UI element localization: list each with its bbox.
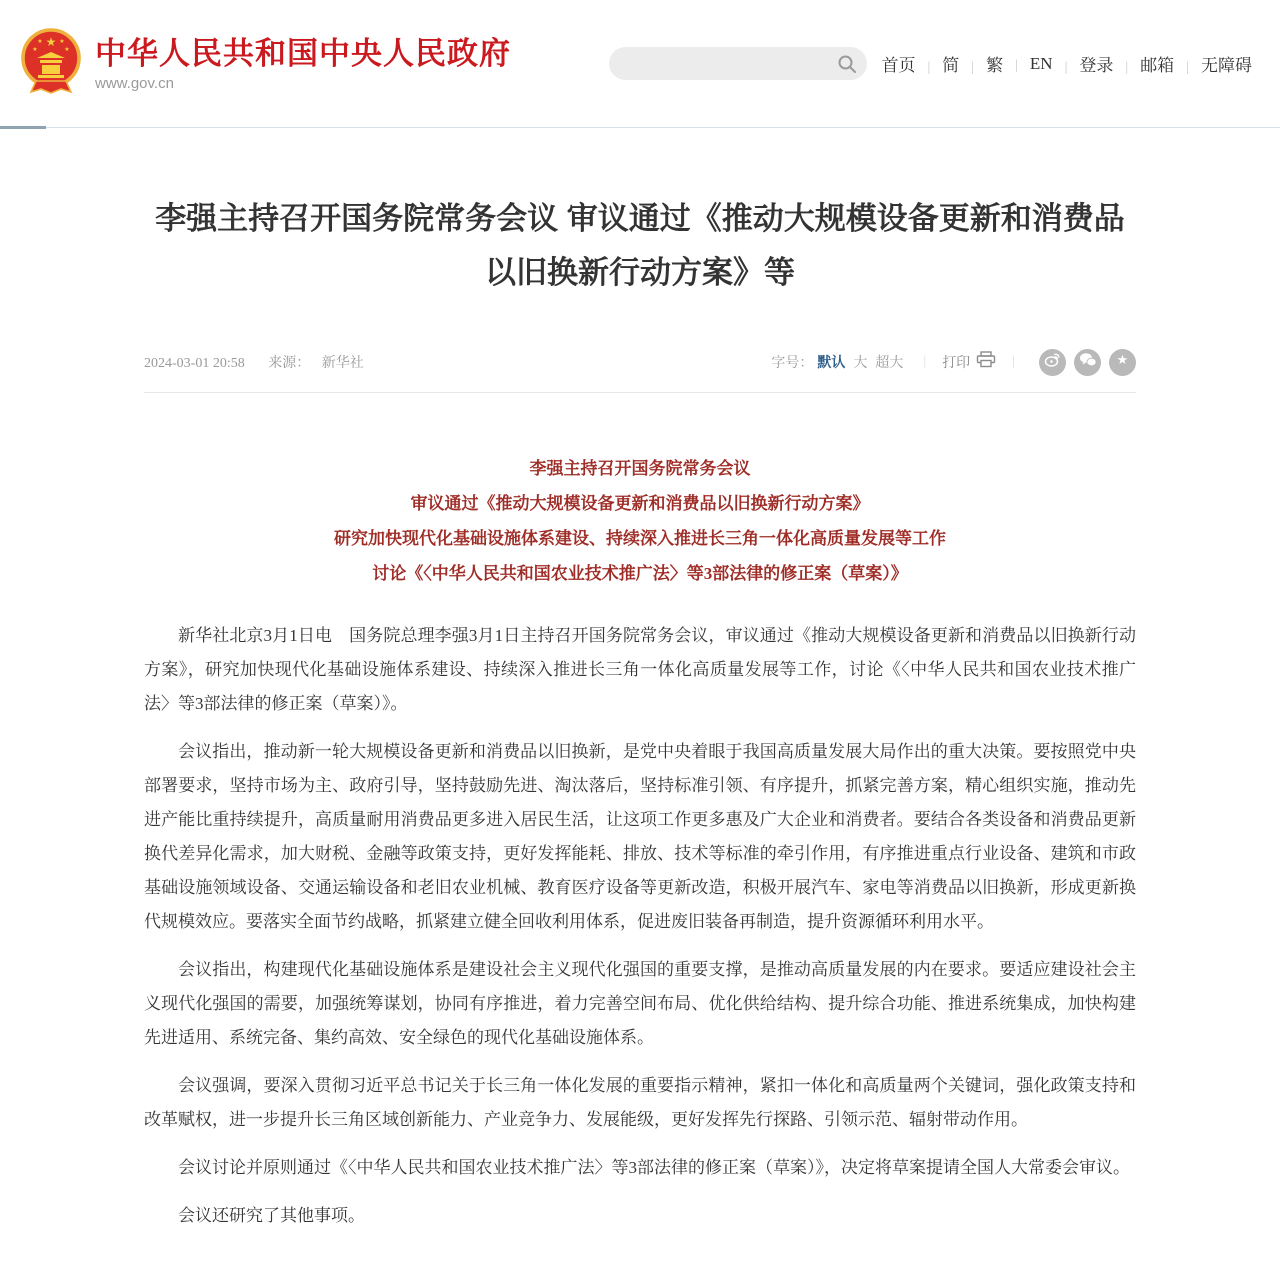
favorite-star-button[interactable] (1109, 349, 1136, 376)
svg-text:★: ★ (64, 47, 70, 53)
site-logo[interactable] (20, 27, 511, 100)
print-label: 打印 (942, 356, 971, 371)
national-emblem-icon (20, 27, 82, 100)
article-main (144, 192, 1136, 1287)
font-size-large[interactable]: 大 (853, 356, 868, 371)
meta-left (144, 352, 372, 372)
search-box[interactable] (609, 47, 867, 80)
svg-text:★: ★ (1116, 353, 1129, 368)
weibo-icon (1044, 351, 1061, 373)
subtitle-line: 李强主持召开国务院常务会议 (529, 458, 751, 478)
wechat-icon (1079, 352, 1097, 373)
paragraph: 会议指出，推动新一轮大规模设备更新和消费品以旧换新，是党中央着眼于我国高质量发展大局作出的重大决策。要按照党中央部署要求，坚持市场为主、政府引导，坚持鼓励先进、淘汰落后，坚持标准引领、有序提升，抓紧完善方案，精心组织实施，推动先进产能比重持续提升，高质量耐用消费品更多进入居民生活，让这项工作更多惠及广大企业和消费者。要结合各类设备和消费品更新换代差异化需求，加大财税、金融等政策支持，更好发挥能耗、排放、技术等标准的牵引作用，有序推进重点行业设备、建筑和市政基础设施领域设备、交通运输设备和老旧农业机械、教育医疗设备等更新改造，积极开展汽车、家电等消费品以旧换新，形成更新换代规模效应。要落实全面节约战略，抓紧建立健全回收利用体系，促进废旧装备再制造，提升资源循环利用水平。 (144, 741, 1136, 931)
subtitle-line: 审议通过《推动大规模设备更新和消费品以旧换新行动方案》 (410, 493, 870, 513)
svg-text:★: ★ (59, 39, 65, 45)
divider (907, 354, 942, 370)
paragraph: 会议讨论并原则通过《〈中华人民共和国农业技术推广法〉等3部法律的修正案（草案）》，决定将草案提请全国人大常委会审议。 (178, 1157, 1130, 1177)
source-value[interactable]: 新华社 (321, 356, 364, 371)
meta-right (771, 349, 1136, 376)
article-red-subtitles (144, 451, 1136, 591)
nav-accessibility[interactable]: | 无障碍 (1174, 51, 1252, 76)
search-input[interactable] (625, 55, 837, 73)
font-size-label: 字号： (771, 356, 814, 371)
search-icon[interactable] (837, 54, 857, 74)
print-button[interactable] (942, 351, 996, 373)
svg-text:★: ★ (32, 47, 38, 53)
article-body (144, 619, 1136, 1287)
subtitle-line: 研究加快现代化基础设施体系建设、持续深入推进长三角一体化高质量发展等工作 (334, 528, 946, 548)
nav-home[interactable]: 首页 (881, 56, 916, 75)
paragraph: 会议强调，要深入贯彻习近平总书记关于长三角一体化发展的重要指示精神，紧扣一体化和高质量两个关键词，强化政策支持和改革赋权，进一步提升长三角区域创新能力、产业竞争力、发展能级，更好发挥先行探路、引领示范、辐射带动作用。 (144, 1075, 1136, 1129)
nav-mailbox[interactable]: | 邮箱 (1113, 51, 1174, 76)
nav-login[interactable]: | 登录 (1053, 51, 1114, 76)
paragraph: 会议还研究了其他事项。 (178, 1205, 365, 1225)
site-url: www.gov.cn (95, 75, 174, 93)
svg-text:★: ★ (45, 35, 57, 49)
subtitle-line: 讨论《〈中华人民共和国农业技术推广法〉等3部法律的修正案（草案）》 (372, 563, 908, 583)
nav-english[interactable]: | EN (1003, 54, 1052, 74)
source-label: 来源： (268, 356, 311, 371)
font-size-xlarge[interactable]: 超大 (875, 356, 904, 371)
divider (996, 354, 1031, 370)
paragraph: 会议指出，构建现代化基础设施体系是建设社会主义现代化强国的重要支撑，是推动高质量发展的内在要求。要适应建设社会主义现代化强国的需要，加强统筹谋划，协同有序推进，着力完善空间布局、优化供给结构、提升综合功能、推进系统集成，加快构建先进适用、系统完备、集约高效、安全绿色的现代化基础设施体系。 (144, 959, 1136, 1047)
publish-date: 2024-03-01 20:58 (144, 356, 245, 371)
share-weibo-button[interactable] (1039, 349, 1066, 376)
header-right (609, 47, 1252, 80)
header-edge-accent (0, 126, 46, 129)
svg-text:★: ★ (37, 39, 43, 45)
star-icon (1114, 351, 1131, 373)
site-header (0, 0, 1280, 128)
paragraph: 新华社北京3月1日电 国务院总理李强3月1日主持召开国务院常务会议，审议通过《推动大规模设备更新和消费品以旧换新行动方案》，研究加快现代化基础设施体系建设、持续深入推进长三角一体化高质量发展等工作，讨论《〈中华人民共和国农业技术推广法〉等3部法律的修正案（草案）》。 (144, 625, 1136, 713)
nav-simplified-chinese[interactable]: | 简 (915, 51, 959, 76)
nav-traditional-chinese[interactable]: | 繁 (959, 51, 1003, 76)
brand-text (95, 35, 511, 92)
site-name: 中华人民共和国中央人民政府 (95, 35, 511, 71)
printer-icon (976, 351, 996, 373)
top-nav (881, 51, 1252, 76)
article-meta-bar (144, 349, 1136, 393)
font-size-default[interactable]: 默认 (817, 356, 846, 371)
article-title: 李强主持召开国务院常务会议 审议通过《推动大规模设备更新和消费品以旧换新行动方案》等 (155, 201, 1125, 291)
share-wechat-button[interactable] (1074, 349, 1101, 376)
